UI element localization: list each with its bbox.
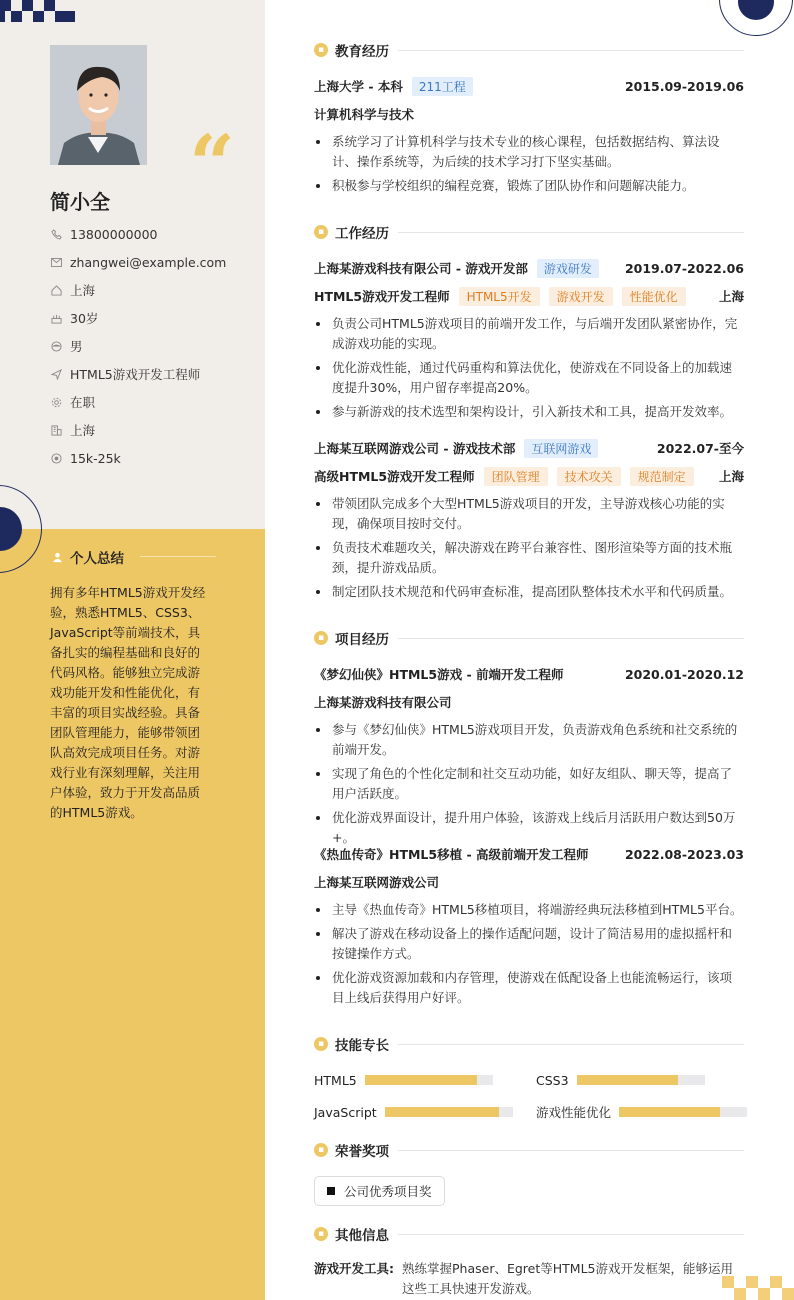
skill-bar <box>619 1107 747 1117</box>
school-tag: 211工程 <box>412 77 473 96</box>
divider <box>398 1150 744 1151</box>
section-title-text: 其他信息 <box>335 1228 389 1244</box>
section-skills-title <box>314 1034 389 1054</box>
section-awards-title <box>314 1140 389 1160</box>
info-salary <box>50 449 121 467</box>
skill-bar-fill <box>619 1107 720 1117</box>
briefcase-icon: ▪ <box>314 225 328 239</box>
list-item: 优化游戏性能，通过代码重构和算法优化，使游戏在不同设备上的加载速度提升30%，用户留存率提高20%。 <box>314 358 744 398</box>
list-item: 制定团队技术规范和代码审查标准，提高团队整体技术水平和代码质量。 <box>314 582 744 602</box>
skill-name: CSS3 <box>536 1072 569 1088</box>
award-badge <box>314 1176 445 1206</box>
section-title-text: 工作经历 <box>335 226 389 242</box>
skill-tag: 技术攻关 <box>557 467 621 486</box>
info-gender <box>50 337 83 355</box>
project-period: 2020.01-2020.12 <box>624 666 744 682</box>
job-role-row <box>314 287 744 305</box>
job-role-row <box>314 467 744 485</box>
skill-tag: 团队管理 <box>484 467 548 486</box>
job-period: 2022.07-至今 <box>656 441 744 456</box>
dept-tag: 游戏研发 <box>537 259 599 278</box>
education-icon: ▪ <box>314 43 328 57</box>
list-item: 负责技术难题攻关，解决游戏在跨平台兼容性、图形渲染等方面的技术瓶颈，提升游戏品质。 <box>314 538 744 578</box>
salary-value: 15k-25k <box>70 450 121 466</box>
skill-icon: ▪ <box>314 1037 328 1051</box>
section-title-text: 技能专长 <box>335 1038 389 1054</box>
company-name: 上海某互联网游戏公司 - 游戏技术部 <box>314 441 516 456</box>
quote-mark-icon: “ <box>189 117 236 211</box>
list-item: 主导《热血传奇》HTML5移植项目，将端游经典玩法移植到HTML5平台。 <box>314 900 744 920</box>
email-value: zhangwei@example.com <box>70 254 227 270</box>
school-name: 上海大学 - 本科 <box>314 79 403 94</box>
skill-name: HTML5 <box>314 1072 357 1088</box>
info-status <box>50 393 95 411</box>
job-header <box>314 259 744 277</box>
summary-title <box>52 547 124 567</box>
job-period: 2019.07-2022.06 <box>624 260 744 276</box>
info-icon: ▪ <box>314 1227 328 1241</box>
company-name: 上海某游戏科技有限公司 - 游戏开发部 <box>314 261 528 276</box>
list-item: 负责公司HTML5游戏项目的前端开发工作，与后端开发团队紧密协作，完成游戏功能的实现。 <box>314 314 744 354</box>
project-header <box>314 845 744 863</box>
skill-name: 游戏性能优化 <box>536 1105 612 1120</box>
project-name: 《热血传奇》HTML5移植 - 高级前端开发工程师 <box>314 847 589 862</box>
skill-item <box>314 1104 513 1120</box>
skill-bar <box>365 1075 493 1085</box>
skill-name: JavaScript <box>314 1104 377 1120</box>
phone-value: 13800000000 <box>70 226 158 242</box>
phone-icon <box>50 228 62 240</box>
age-value: 30岁 <box>70 311 99 326</box>
skill-bar <box>385 1107 513 1117</box>
list-item: 优化游戏界面设计，提升用户体验，该游戏上线后月活跃用户数达到50万+。 <box>314 808 744 848</box>
section-work-title <box>314 222 389 242</box>
skill-bar-fill <box>365 1075 478 1085</box>
section-title-text: 教育经历 <box>335 44 389 60</box>
list-item: 积极参与学校组织的编程竞赛，锻炼了团队协作和问题解决能力。 <box>314 176 744 196</box>
dept-tag: 互联网游戏 <box>524 439 598 458</box>
location-value: 上海 <box>70 283 96 298</box>
job-header <box>314 439 744 457</box>
building-icon <box>50 424 62 436</box>
job-city: 上海 <box>718 289 744 304</box>
skill-tag: HTML5开发 <box>459 287 540 306</box>
major: 计算机科学与技术 <box>314 107 415 122</box>
skill-bar-fill <box>385 1107 499 1117</box>
section-title-text: 项目经历 <box>335 632 389 648</box>
project-company: 上海某游戏科技有限公司 <box>314 695 452 710</box>
skill-bar-fill <box>577 1075 678 1085</box>
home-icon <box>50 284 62 296</box>
skill-bar <box>577 1075 705 1085</box>
divider <box>398 1044 744 1045</box>
list-item: 参与新游戏的技术选型和架构设计，引入新技术和工具，提高开发效率。 <box>314 402 744 422</box>
avatar <box>50 45 147 165</box>
info-email <box>50 253 226 271</box>
list-item: 带领团队完成多个大型HTML5游戏项目的开发，主导游戏核心功能的实现，确保项目按时交付。 <box>314 494 744 534</box>
job-role: HTML5游戏开发工程师 <box>314 289 450 304</box>
gear-icon <box>50 396 62 408</box>
person-icon <box>52 552 63 563</box>
status-value: 在职 <box>70 395 96 410</box>
list-item: 系统学习了计算机科学与技术专业的核心课程，包括数据结构、算法设计、操作系统等，为后续的技术学习打下坚实基础。 <box>314 132 744 172</box>
education-header <box>314 77 744 95</box>
summary-title-text: 个人总结 <box>70 551 124 567</box>
work-city-value: 上海 <box>70 423 96 438</box>
other-info <box>314 1259 744 1299</box>
job-city: 上海 <box>718 469 744 484</box>
project-name: 《梦幻仙侠》HTML5游戏 - 前端开发工程师 <box>314 667 564 682</box>
project-header <box>314 665 744 683</box>
section-education-title <box>314 40 389 60</box>
square-icon <box>327 1187 335 1195</box>
divider <box>398 1234 744 1235</box>
job-role: 高级HTML5游戏开发工程师 <box>314 469 475 484</box>
divider <box>398 638 744 639</box>
mail-icon <box>50 256 62 268</box>
info-phone <box>50 225 157 243</box>
list-item: 解决了游戏在移动设备上的操作适配问题，设计了简洁易用的虚拟摇杆和按键操作方式。 <box>314 924 744 964</box>
project-period: 2022.08-2023.03 <box>624 846 744 862</box>
divider <box>398 232 744 233</box>
sidebar <box>0 0 265 1300</box>
gender-icon <box>50 340 62 352</box>
info-age <box>50 309 98 327</box>
list-item: 优化游戏资源加载和内存管理，使游戏在低配设备上也能流畅运行，该项目上线后获得用户好评。 <box>314 968 744 1008</box>
education-period: 2015.09-2019.06 <box>624 78 744 94</box>
award-name: 公司优秀项目奖 <box>344 1184 432 1199</box>
checker-decoration <box>0 0 76 26</box>
list-item: 参与《梦幻仙侠》HTML5游戏项目开发，负责游戏角色系统和社交系统的前端开发。 <box>314 720 744 760</box>
send-icon <box>50 368 62 380</box>
skill-tag: 规范制定 <box>630 467 694 486</box>
skill-item <box>314 1072 493 1088</box>
skill-tag: 游戏开发 <box>549 287 613 306</box>
other-text: 熟练掌握Phaser、Egret等HTML5游戏开发框架，能够运用这些工具快速开发游戏。 <box>402 1261 733 1296</box>
summary-text: 拥有多年HTML5游戏开发经验，熟悉HTML5、CSS3、JavaScript等前端技术，具备扎实的编程基础和良好的代码风格。能够独立完成游戏功能开发和性能优化，有丰富的项目实战经验。具备团队管理能力，能够带领团队高效完成项目任务。对游戏行业有深刻理解，关注用户体验，致力于开发高品质的HTML5游戏。 <box>50 585 206 820</box>
candidate-name: 简小全 <box>50 190 110 214</box>
other-label: 游戏开发工具: <box>314 1261 394 1276</box>
position-value: HTML5游戏开发工程师 <box>70 367 201 382</box>
skill-item <box>536 1072 705 1088</box>
education-major-row <box>314 105 744 123</box>
info-location <box>50 281 95 299</box>
cake-icon <box>50 312 62 324</box>
award-icon: ▪ <box>314 1143 328 1157</box>
info-position <box>50 365 200 383</box>
project-company-row <box>314 873 744 891</box>
project-company: 上海某互联网游戏公司 <box>314 875 440 890</box>
gender-value: 男 <box>70 339 83 354</box>
divider <box>140 556 216 557</box>
skill-item <box>536 1104 747 1120</box>
section-other-title <box>314 1224 389 1244</box>
project-company-row <box>314 693 744 711</box>
skill-tag: 性能优化 <box>622 287 686 306</box>
project-icon: ▪ <box>314 631 328 645</box>
section-title-text: 荣誉奖项 <box>335 1144 389 1160</box>
section-projects-title <box>314 628 389 648</box>
divider <box>398 50 744 51</box>
list-item: 实现了角色的个性化定制和社交互动功能，如好友组队、聊天等，提高了用户活跃度。 <box>314 764 744 804</box>
coin-icon <box>50 452 62 464</box>
info-work-city <box>50 421 95 439</box>
